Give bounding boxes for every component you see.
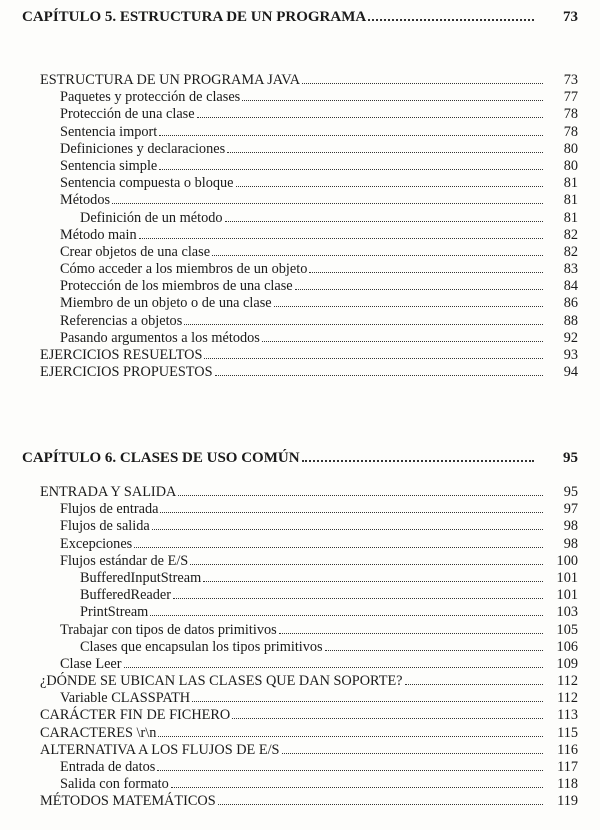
page-number: 113 xyxy=(557,707,578,724)
toc-entry[interactable] xyxy=(0,518,578,535)
entry-title: EJERCICIOS RESUELTOS xyxy=(40,347,203,363)
dot-leader xyxy=(262,340,543,342)
entry-title: Flujos de salida xyxy=(60,518,150,535)
page-number: 78 xyxy=(563,123,578,140)
toc-entry[interactable] xyxy=(0,690,578,707)
dot-leader xyxy=(225,220,543,222)
dot-leader xyxy=(159,168,543,170)
dot-leader xyxy=(274,305,543,307)
dot-leader xyxy=(232,717,543,719)
dot-leader xyxy=(192,700,543,702)
chapter-title: CAPÍTULO 5. ESTRUCTURA DE UN PROGRAMA xyxy=(22,9,367,25)
entry-title: Salida con formato xyxy=(60,776,169,793)
entry-title: ESTRUCTURA DE UN PROGRAMA JAVA xyxy=(40,72,301,88)
page-number: 80 xyxy=(563,157,578,174)
page-number: 95 xyxy=(563,484,578,500)
toc-entry[interactable] xyxy=(0,759,578,776)
page-number: 81 xyxy=(563,209,578,226)
entry-title: Cómo acceder a los miembros de un objeto xyxy=(60,261,308,278)
page-number: 84 xyxy=(563,278,578,295)
dot-leader xyxy=(236,185,544,187)
page-number: 82 xyxy=(563,226,578,243)
page-number: 103 xyxy=(556,604,578,621)
entry-title: Definición de un método xyxy=(80,209,223,226)
entry-title: Sentencia import xyxy=(60,123,158,140)
chapter-5-entries xyxy=(0,72,600,381)
toc-entry[interactable] xyxy=(0,673,578,690)
dot-leader xyxy=(302,460,534,462)
entry-title: Definiciones y declaraciones xyxy=(60,140,226,157)
dot-leader xyxy=(295,288,543,290)
toc-entry[interactable] xyxy=(0,192,578,209)
dot-leader xyxy=(279,632,543,634)
toc-entry[interactable] xyxy=(0,89,578,106)
entry-title: Excepciones xyxy=(60,535,133,552)
page-number: 82 xyxy=(563,243,578,260)
page-number: 109 xyxy=(556,655,578,672)
toc-entry[interactable] xyxy=(0,124,578,141)
entry-title: Pasando argumentos a los métodos xyxy=(60,329,260,346)
dot-leader xyxy=(112,202,543,204)
entry-title: Protección de una clase xyxy=(60,106,195,123)
toc-entry[interactable] xyxy=(0,106,578,123)
toc-entry[interactable] xyxy=(0,158,578,175)
toc-entry[interactable] xyxy=(0,639,578,656)
entry-title: Entrada de datos xyxy=(60,759,156,775)
dot-leader xyxy=(215,374,543,376)
toc-entry[interactable] xyxy=(0,295,578,312)
page-number: 119 xyxy=(557,793,578,810)
toc-entry[interactable] xyxy=(0,570,578,587)
dot-leader xyxy=(368,19,534,21)
toc-entry[interactable] xyxy=(0,261,578,278)
entry-title: Métodos xyxy=(60,192,111,209)
page-number: 81 xyxy=(563,175,578,192)
page-number: 106 xyxy=(556,638,578,655)
toc-entry[interactable] xyxy=(0,501,578,518)
dot-leader xyxy=(218,803,543,805)
page-number: 80 xyxy=(563,140,578,157)
page-number: 117 xyxy=(557,759,578,775)
page-number: 93 xyxy=(563,347,578,363)
dot-leader xyxy=(158,735,543,737)
toc-entry[interactable] xyxy=(0,364,578,381)
entry-title: Método main xyxy=(60,226,137,243)
entry-title: Flujos de entrada xyxy=(60,501,159,518)
toc-entry[interactable] xyxy=(0,553,578,570)
dot-leader xyxy=(212,254,543,256)
dot-leader xyxy=(171,786,543,788)
dot-leader xyxy=(184,323,543,325)
dot-leader xyxy=(190,563,543,565)
entry-title: CARÁCTER FIN DE FICHERO xyxy=(40,707,231,724)
entry-title: Clase Leer xyxy=(60,655,122,672)
page-number: 98 xyxy=(563,535,578,552)
entry-title: BufferedInputStream xyxy=(80,569,202,586)
toc-entry[interactable] xyxy=(0,776,578,793)
toc-entry[interactable] xyxy=(0,707,578,724)
toc-entry[interactable] xyxy=(0,227,578,244)
dot-leader xyxy=(203,580,543,582)
dot-leader xyxy=(150,614,543,616)
dot-leader xyxy=(204,357,543,359)
page-number: 115 xyxy=(557,724,578,741)
toc-entry[interactable] xyxy=(0,278,578,295)
dot-leader xyxy=(302,82,543,84)
page-number: 116 xyxy=(557,741,578,758)
toc-entry[interactable] xyxy=(0,656,578,673)
page-number: 105 xyxy=(556,621,578,638)
page-number: 100 xyxy=(556,552,578,569)
toc-entry[interactable] xyxy=(0,330,578,347)
toc-entry[interactable] xyxy=(0,793,578,810)
toc-entry[interactable] xyxy=(0,244,578,261)
page-number: 77 xyxy=(563,89,578,106)
entry-title: Sentencia compuesta o bloque xyxy=(60,175,234,192)
entry-title: BufferedReader xyxy=(80,587,172,604)
dot-leader xyxy=(282,752,543,754)
entry-title: Referencias a objetos xyxy=(60,312,183,329)
dot-leader xyxy=(152,528,543,530)
page-number: 73 xyxy=(563,72,578,88)
entry-title: Trabajar con tipos de datos primitivos xyxy=(60,621,277,638)
page-number: 112 xyxy=(557,673,578,690)
page-number: 112 xyxy=(557,690,578,707)
toc-entry[interactable] xyxy=(0,622,578,639)
entry-title: ¿DÓNDE SE UBICAN LAS CLASES QUE DAN SOPORTE? xyxy=(40,673,403,690)
dot-leader xyxy=(227,151,543,153)
entry-title: Paquetes y protección de clases xyxy=(60,89,241,106)
page-number: 101 xyxy=(556,569,578,586)
entry-title: Protección de los miembros de una clase xyxy=(60,278,293,295)
entry-title: ALTERNATIVA A LOS FLUJOS DE E/S xyxy=(40,741,280,758)
page-number: 81 xyxy=(563,192,578,209)
toc-entry[interactable] xyxy=(0,72,578,89)
dot-leader xyxy=(159,134,543,136)
dot-leader xyxy=(405,683,543,685)
entry-title: Clases que encapsulan los tipos primitivos xyxy=(80,638,323,655)
toc-entry[interactable] xyxy=(0,484,578,501)
entry-title: Sentencia simple xyxy=(60,157,158,174)
dot-leader xyxy=(160,511,543,513)
dot-leader xyxy=(242,99,543,101)
dot-leader xyxy=(197,116,543,118)
toc-entry[interactable] xyxy=(0,725,578,742)
page-number: 101 xyxy=(556,587,578,604)
chapter-5-heading[interactable] xyxy=(22,9,578,29)
entry-title: ENTRADA Y SALIDA xyxy=(40,484,177,500)
dot-leader xyxy=(325,649,543,651)
entry-title: EJERCICIOS PROPUESTOS xyxy=(40,364,213,381)
page-number: 92 xyxy=(563,329,578,346)
toc-entry[interactable] xyxy=(0,210,578,227)
page-number: 95 xyxy=(563,450,578,466)
toc-entry[interactable] xyxy=(0,742,578,759)
toc-entry[interactable] xyxy=(0,604,578,621)
page-number: 98 xyxy=(563,518,578,535)
page-number: 86 xyxy=(563,295,578,312)
page-number: 88 xyxy=(563,312,578,329)
entry-title: MÉTODOS MATEMÁTICOS xyxy=(40,793,216,810)
entry-title: Flujos estándar de E/S xyxy=(60,552,189,569)
toc-entry[interactable] xyxy=(0,313,578,330)
toc-entry[interactable] xyxy=(0,141,578,158)
chapter-title: CAPÍTULO 6. CLASES DE USO COMÚN xyxy=(22,450,300,466)
page-number: 78 xyxy=(563,106,578,123)
dot-leader xyxy=(157,769,543,771)
dot-leader xyxy=(173,597,543,599)
page-number: 94 xyxy=(563,364,578,381)
toc-entry[interactable] xyxy=(0,536,578,553)
page-number: 118 xyxy=(557,776,578,793)
chapter-6-heading[interactable] xyxy=(22,450,578,470)
dot-leader xyxy=(178,494,543,496)
dot-leader xyxy=(124,666,543,668)
page-number: 73 xyxy=(563,9,578,25)
entry-title: PrintStream xyxy=(80,604,149,621)
entry-title: Variable CLASSPATH xyxy=(60,690,191,707)
entry-title: Miembro de un objeto o de una clase xyxy=(60,295,272,312)
dot-leader xyxy=(309,271,543,273)
toc-entry[interactable] xyxy=(0,587,578,604)
dot-leader xyxy=(134,546,543,548)
toc-entry[interactable] xyxy=(0,347,578,364)
toc-entry[interactable] xyxy=(0,175,578,192)
chapter-6-entries xyxy=(0,484,600,811)
entry-title: Crear objetos de una clase xyxy=(60,243,211,260)
page-number: 97 xyxy=(563,501,578,518)
entry-title: CARACTERES \r\n xyxy=(40,724,157,741)
dot-leader xyxy=(139,237,543,239)
page-number: 83 xyxy=(563,261,578,278)
